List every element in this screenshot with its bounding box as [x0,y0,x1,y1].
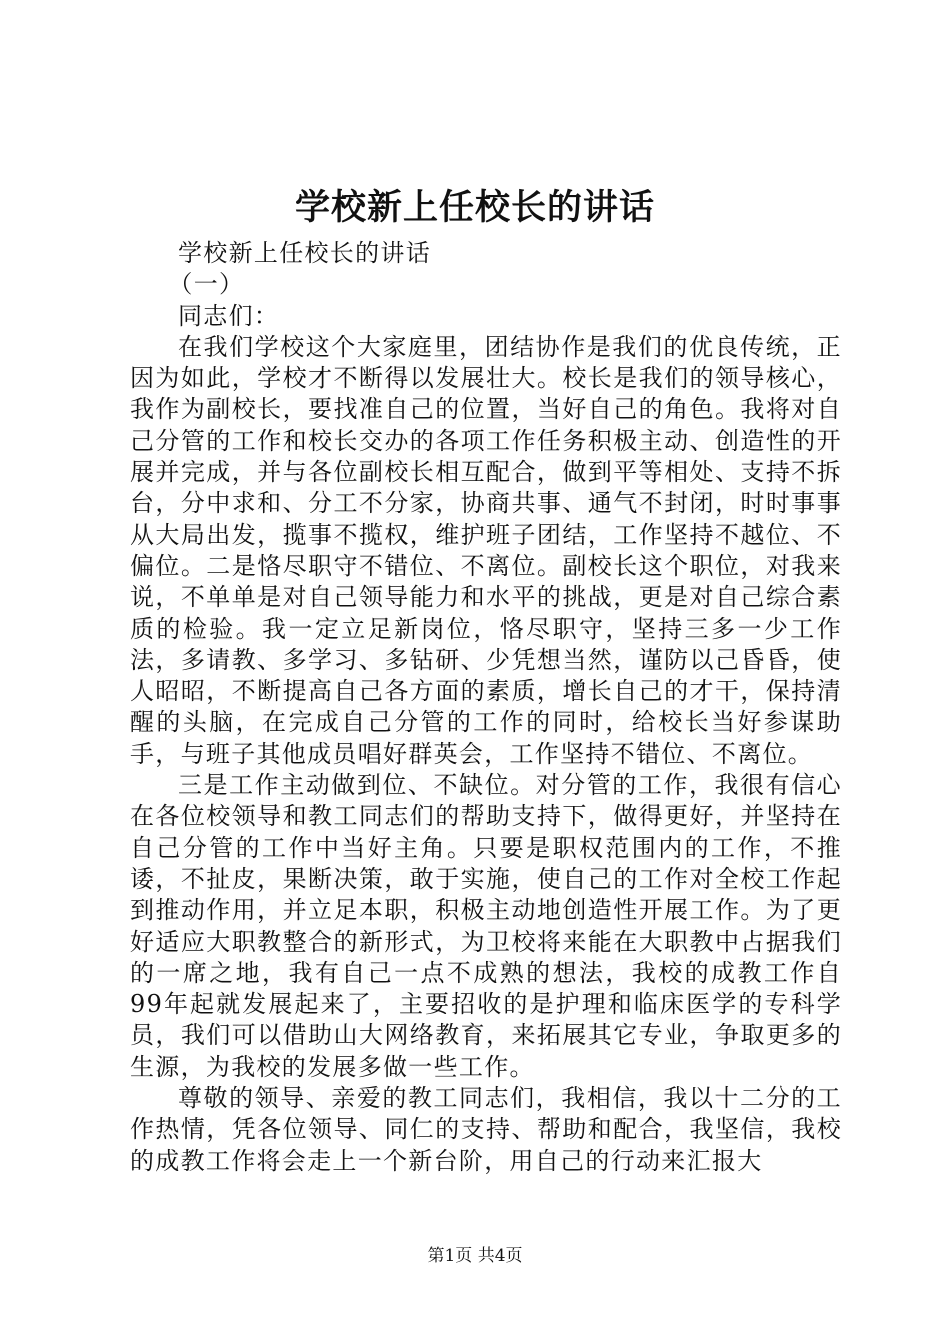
subtitle-paragraph: 学校新上任校长的讲话 [178,239,431,267]
body-paragraph: 在我们学校这个大家庭里，团结协作是我们的优良传统，正因为如此，学校才不断得以发展壮大。校长是我们的领导核心，我作为副校长，要找准自己的位置，当好自己的角色。我将对自己分管的工作和校长交办的各项工作任务积极主动、创造性的开展并完成，并与各位副校长相互配合，做到平等相处、支持不拆台，分中求和、分工不分家，协商共事、通气不封闭，时时事事从大局出发，揽事不揽权，维护班子团结，工作坚持不越位、不偏位。二是恪尽职守不错位、不离位。副校长这个职位，对我来说，不单单是对自己领导能力和水平的挑战，更是对自己综合素质的检验。我一定立足新岗位，恪尽职守，坚持三多一少工作法，多请教、多学习、多钻研、少凭想当然，谨防以己昏昏，使人昭昭，不断提高自己各方面的素质，增长自己的才干，保持清醒的头脑，在完成自己分管的工作的同时，给校长当好参谋助手，与班子其他成员唱好群英会，工作坚持不错位、不离位。 [130,332,842,768]
body-paragraph: 尊敬的领导、亲爱的教工同志们，我相信，我以十二分的工作热情，凭各位领导、同仁的支持、帮助和配合，我坚信，我校的成教工作将会走上一个新台阶，用自己的行动来汇报大 [130,1084,842,1175]
section-number: （一） [168,270,245,299]
document-body [130,238,842,1177]
page-footer: 第1页 共4页 [427,1246,523,1266]
document-title: 学校新上任校长的讲话 [294,187,655,228]
body-paragraph: 三是工作主动做到位、不缺位。对分管的工作，我很有信心在各位校领导和教工同志们的帮助支持下，做得更好，并坚持在自己分管的工作中当好主角。只要是职权范围内的工作，不推诿，不扯皮，果断决策，敢于实施，使自己的工作对全校工作起到推动作用，并立足本职，积极主动地创造性开展工作。为了更好适应大职教整合的新形式，为卫校将来能在大职教中占据我们的一席之地，我有自己一点不成熟的想法，我校的成教工作自99年起就发展起来了，主要招收的是护理和临床医学的专科学员，我们可以借助山大网络教育，来拓展其它专业，争取更多的生源，为我校的发展多做一些工作。 [130,771,842,1081]
salutation: 同志们： [178,301,280,330]
